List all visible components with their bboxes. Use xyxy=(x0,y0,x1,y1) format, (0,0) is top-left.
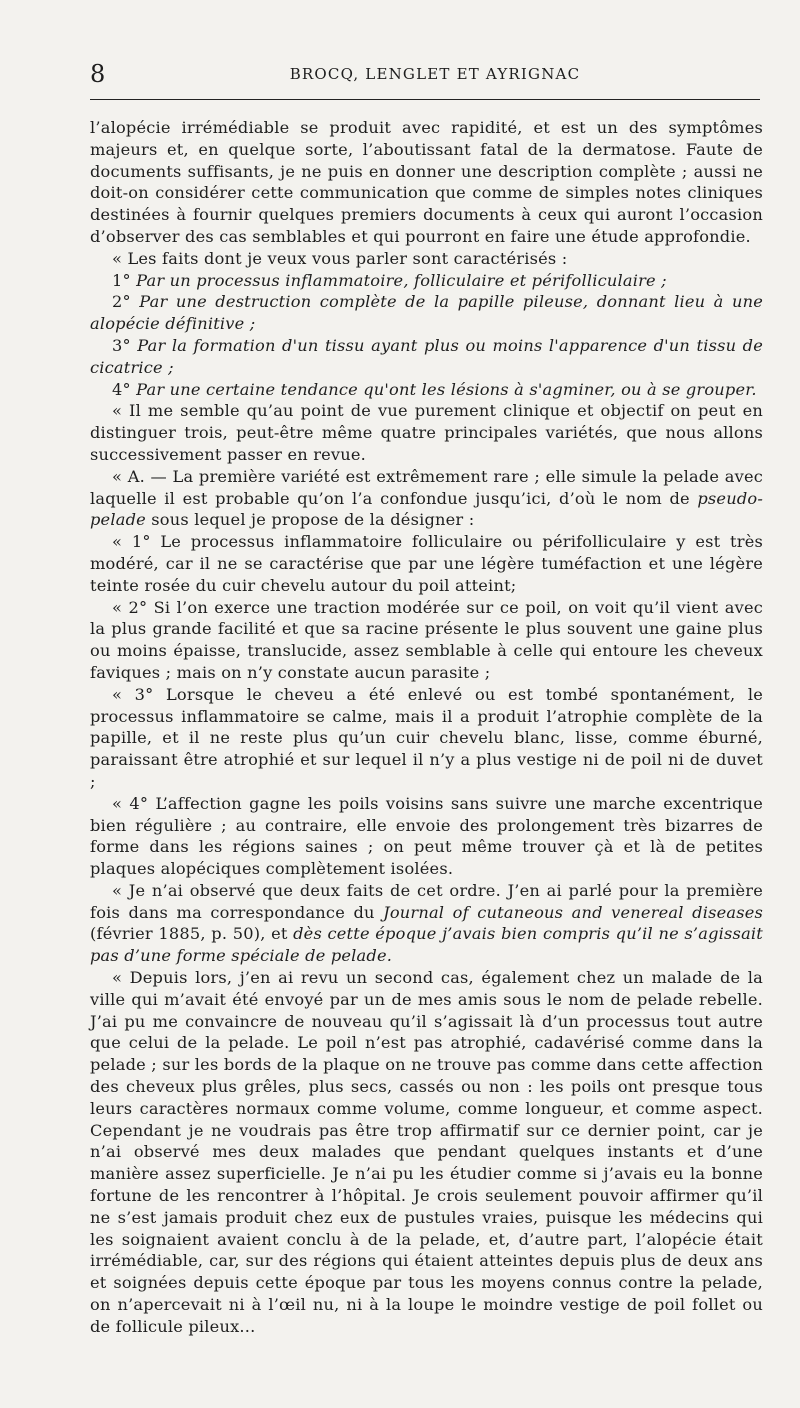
page-number: 8 xyxy=(90,60,106,88)
paragraph-4 xyxy=(90,466,763,531)
running-title: BROCQ, LENGLET ET AYRIGNAC xyxy=(289,65,581,83)
paragraph-5: « 1° Le processus inflammatoire folliculaire ou périfolliculaire y est très modéré, car il ne se caractérise que par une légère tuméfaction et une légère teinte rosée du cuir chevelu autour du poil atteint; xyxy=(90,532,763,595)
list-item-1-number: 1° xyxy=(112,270,137,290)
list-item-2-number: 2° xyxy=(112,292,140,312)
list-item-3-number: 3° xyxy=(112,335,138,355)
list-item-1-text: Par un processus inflammatoire, folliculaire et périfolliculaire ; xyxy=(136,270,667,290)
list-item-4 xyxy=(90,379,763,401)
list-item-2 xyxy=(90,291,763,335)
list-item-4-number: 4° xyxy=(112,379,137,399)
paragraph-7: « 3° Lorsque le cheveu a été enlevé ou est tombé spontanément, le processus inflammatoire se calme, mais il a produit l’atrophie complète de la papille, et il ne reste plus qu’un cuir chevelu blanc, lisse, comme éburné, paraissant être atrophié et sur lequel il n’y a plus vestige ni de poil ni de duvet ; xyxy=(90,684,763,791)
paragraph-3: « Il me semble qu’au point de vue purement clinique et objectif on peut en distinguer trois, peut-être même quatre principales variétés, que nous allons successivement passer en revue. xyxy=(90,401,763,464)
paragraph-6: « 2° Si l’on exerce une traction modérée sur ce poil, on voit qu’il vient avec la plus grande facilité et que sa racine présente le plus souvent une gaine plus ou moins épaisse, translucide, assez semblable à celle qui entoure les cheveux faviques ; mais on n’y constate aucun parasite ; xyxy=(90,597,763,682)
page-body xyxy=(90,117,763,1338)
list-item-2-text: Par une destruction complète de la papille pileuse, donnant lieu à une alopécie définitive ; xyxy=(90,292,764,334)
paragraph-4-a: « A. — La première variété est extrêmement rare ; elle simule la pelade avec laquelle il est probable qu’on l’a confondue jusqu’ici, d’où le nom de xyxy=(90,466,763,508)
paragraph-8: « 4° L’affection gagne les poils voisins sans suivre une marche excentrique bien régulière ; au contraire, elle envoie des prolongement très bizarres de forme dans les régions saines ; on peut même trouver çà et là de petites plaques alopéciques complètement isolées. xyxy=(90,793,763,879)
page-header xyxy=(90,60,760,88)
list-item-4-text: Par une certaine tendance qu'ont les lésions à s'agminer, ou à se grouper. xyxy=(136,379,757,399)
list-item-3-text: Par la formation d'un tissu ayant plus ou moins l'apparence d'un tissu de cicatrice ; xyxy=(90,335,763,377)
list-item-1 xyxy=(90,270,763,292)
paragraph-9-b: (février 1885, p. 50), et xyxy=(90,924,294,944)
paragraph-9-a: « Je n’ai observé que deux faits de cet ordre. J’en ai parlé pour la première fois dans ma correspondance du xyxy=(90,880,763,922)
paragraph-1: l’alopécie irrémédiable se produit avec rapidité, et est un des symptômes majeurs et, en quelque sorte, l’aboutissant fatal de la dermatose. Faute de documents suffisants, je ne puis en donner une description complète ; aussi ne doit-on considérer cette communication que comme de simples notes cliniques destinées à fournir quelques premiers documents à ceux qui auront l’occasion d’observer des cas semblables et qui pourront en faire une étude approfondie. xyxy=(90,118,763,246)
paragraph-9-italic: dès cette époque j’avais bien compris qu’il ne s’agissait pas d’une forme spéciale de pelade. xyxy=(90,924,763,966)
paragraph-9 xyxy=(90,880,763,967)
paragraph-10: « Depuis lors, j’en ai revu un second cas, également chez un malade de la ville qui m’avait été envoyé par un de mes amis sous le nom de pelade rebelle. J’ai pu me convaincre de nouveau qu’il s’agissait là d’un processus tout autre que celui de la pelade. Le poil n’est pas atrophié, cadavérisé comme dans la pelade ; sur les bords de la plaque on ne trouve pas comme dans cette affection des cheveux plus grêles, plus secs, cassés ou non : les poils ont presque tous leurs caractères normaux comme volume, comme longueur, et comme aspect. Cependant je ne voudrais pas être trop affirmatif sur ce dernier point, car je n’ai observé mes deux malades que pendant quelques instants et d’une manière assez superficielle. Je n’ai pu les étudier comme si j’avais eu la bonne fortune de les rencontrer à l’hôpital. Je crois seulement pouvoir affirmer qu’il ne s’est jamais produit chez eux de pustules vraies, puisque les médecins qui les soignaient avaient conclu à de la pelade, et, d’autre part, l’alopécie était irrémédiable, car, sur des régions qui étaient atteintes depuis plus de deux ans et soignées depuis cette époque par tous les moyens connus contre la pelade, on n’apercevait ni à l’œil nu, ni à la loupe le moindre vestige de poil follet ou de follicule pileux... xyxy=(90,968,763,1336)
journal-title: Journal of cutaneous and venereal diseases xyxy=(383,902,763,922)
paragraph-4-italic: pseudo-pelade xyxy=(90,488,763,530)
paragraph-4-b: sous lequel je propose de la désigner : xyxy=(145,510,475,530)
paragraph-2: « Les faits dont je veux vous parler sont caractérisés : xyxy=(112,248,568,268)
list-item-3 xyxy=(90,335,763,379)
header-rule xyxy=(90,99,760,100)
